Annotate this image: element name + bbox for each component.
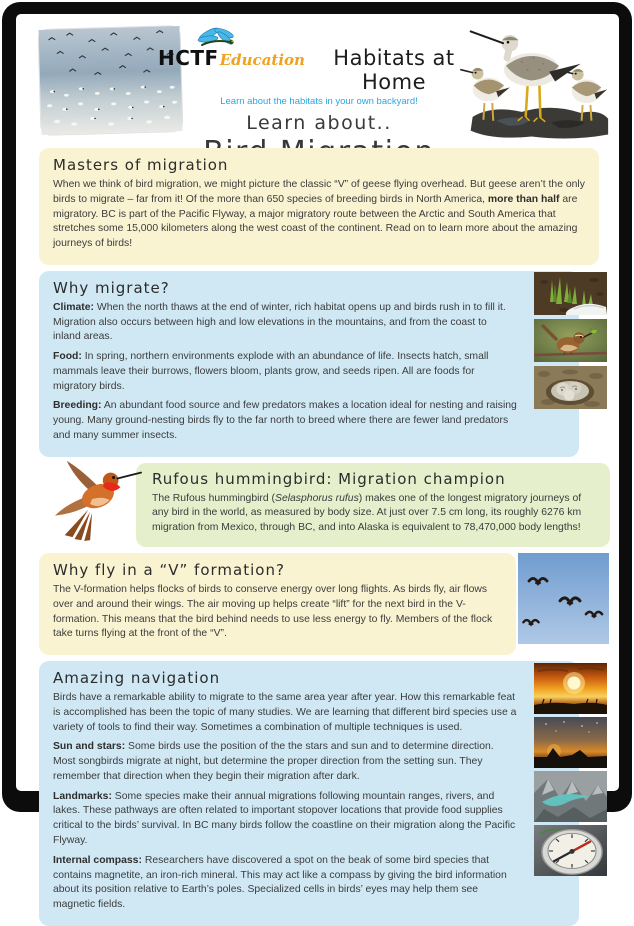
food-label: Food: [53, 351, 82, 363]
logo [158, 28, 480, 94]
masters-box [39, 148, 599, 265]
kicker: Learn about.. [246, 112, 392, 134]
geese-v-formation-photo [518, 553, 609, 644]
hummingbird-body: The Rufous hummingbird (Selasphorus rufus) makes one of the longest migratory journeys of any bird in the world, as measured by body size. At just over 7.5 cm long, its roughly 6276 km migration from Mexico, through BC, and into Alaska is equivalent to 78,470,000 body lengths! [152, 492, 582, 534]
rufous-hummingbird-photo [48, 455, 143, 543]
navigation-box [39, 661, 579, 926]
logo-education: Education [219, 51, 305, 69]
climate-paragraph: Climate: When the north thaws at the end of winter, rich habitat opens up and birds rush in to fill it. Migration also occurs between high and low elevations in the mountains, and from the coast to inland areas. [53, 301, 506, 343]
header [16, 14, 619, 148]
wren-illustration [534, 319, 607, 362]
setting-sun-photo [534, 663, 607, 714]
masters-body: When we think of bird migration, we might picture the classic “V” of geese flying overhead. But geese aren’t the only birds to migrate – far from it! Of the more than 650 species of breeding birds in North America, more than half are migratory. BC is part of the Pacific Flyway, a major migratory route between the Arctic and South America that stretches some 15,000 kilometers along the west coast of the continent. Read on to learn more about the amazing journeys of birds! [53, 179, 585, 250]
tagline: Learn about the habitats in your own backyard! [220, 96, 418, 107]
document-page [16, 14, 619, 911]
why-migrate-photos [534, 272, 607, 413]
dusk-sky-photo [534, 717, 607, 768]
section-masters-of-migration [39, 148, 610, 265]
v-formation-heading: Why fly in a “V” formation? [53, 561, 285, 580]
section-v-formation [39, 553, 610, 655]
navigation-intro: Birds have a remarkable ability to migrate to the same area year after year. How this remarkable feat is accomplished has been the topic of many studies. We are learning that different bird species use a variety of tools to find their way. Sometimes a combination of multiple techniques is used. [53, 692, 517, 733]
landmarks-paragraph: Landmarks: Some species make their annual migrations following mountain ranges, rivers, and lakes. These pathways are often related to important stopover locations that provide food supplies critical to the birds’ survival. In BC many birds follow the coastline on their migration along the Pacific Flyway. [53, 790, 516, 846]
v-formation-body: The V-formation helps flocks of birds to conserve energy over long flights. As birds fly, air flows over and around their wings. The air moving up helps create “lift” for the next bird in the V-formation. This means that the bird behind needs to use less energy to fly. Members of the flock take turns flying at the front of the “V”. [53, 584, 493, 640]
sprouts-illustration [534, 272, 607, 315]
geese-v-illustration [518, 553, 609, 644]
species-name: Selasphorus rufus [275, 492, 359, 504]
navigation-heading: Amazing navigation [53, 669, 221, 688]
shorebirds-photo [453, 18, 615, 142]
dusk-illustration [534, 717, 607, 768]
dragonfly-icon [194, 25, 240, 51]
logo-hctf: HCTF [158, 46, 219, 70]
masters-heading: Masters of migration [53, 156, 229, 174]
mountain-range-photo [534, 771, 607, 822]
sunset-illustration [534, 663, 607, 714]
wren-with-insect-photo [534, 319, 607, 362]
breeding-paragraph: Breeding: An abundant food source and few predators makes a location ideal for nesting and raising young. Many ground-nesting birds fly to the far north to breed where there are fewer land predators and many summer insects. [53, 400, 517, 441]
why-migrate-box [39, 271, 579, 457]
section-hummingbird [39, 463, 610, 547]
breeding-label: Breeding: [53, 400, 102, 412]
food-paragraph: Food: In spring, northern environments explode with an abundance of life. Insects hatch, small mammals leave their burrows, flowers bloom, plants grow, and seeds ripen. All are foods for migratory birds. [53, 351, 489, 392]
landmarks-label: Landmarks: [53, 790, 112, 802]
ground-nest-photo [534, 366, 607, 409]
navigation-photos [534, 663, 607, 879]
mountains-illustration [534, 771, 607, 822]
compass-photo [534, 825, 607, 876]
section-why-migrate [39, 271, 610, 457]
internal-compass-paragraph: Internal compass: Researchers have discovered a spot on the beak of some bird species that contains magnetite, an iron-rich mineral. This may act like a compass by giving the bird information about its position relative to Earth’s poles. Specialized cells in birds’ eyes may help them see magnetic fields. [53, 854, 507, 911]
v-formation-box [39, 553, 516, 655]
hummingbird-box [136, 463, 610, 547]
logo-brand: Habitats at Home [333, 46, 455, 94]
hummingbird-heading: Rufous hummingbird: Migration champion [152, 469, 506, 488]
section-amazing-navigation [39, 661, 610, 926]
nest-illustration [534, 366, 607, 409]
internal-compass-label: Internal compass: [53, 854, 142, 866]
sun-stars-paragraph: Sun and stars: Some birds use the position of the the stars and sun and to determine direction. Most songbirds migrate at night, but determine the proper direction from the setting sun. They remember that direction when they begin their migration after dark. [53, 741, 494, 782]
why-migrate-heading: Why migrate? [53, 278, 170, 297]
hummingbird-illustration [48, 455, 143, 543]
spring-sprouts-photo [534, 272, 607, 315]
sun-stars-label: Sun and stars: [53, 741, 126, 753]
content [16, 148, 619, 926]
climate-label: Climate: [53, 301, 94, 313]
shorebirds-illustration [453, 18, 615, 142]
compass-illustration [534, 825, 607, 876]
